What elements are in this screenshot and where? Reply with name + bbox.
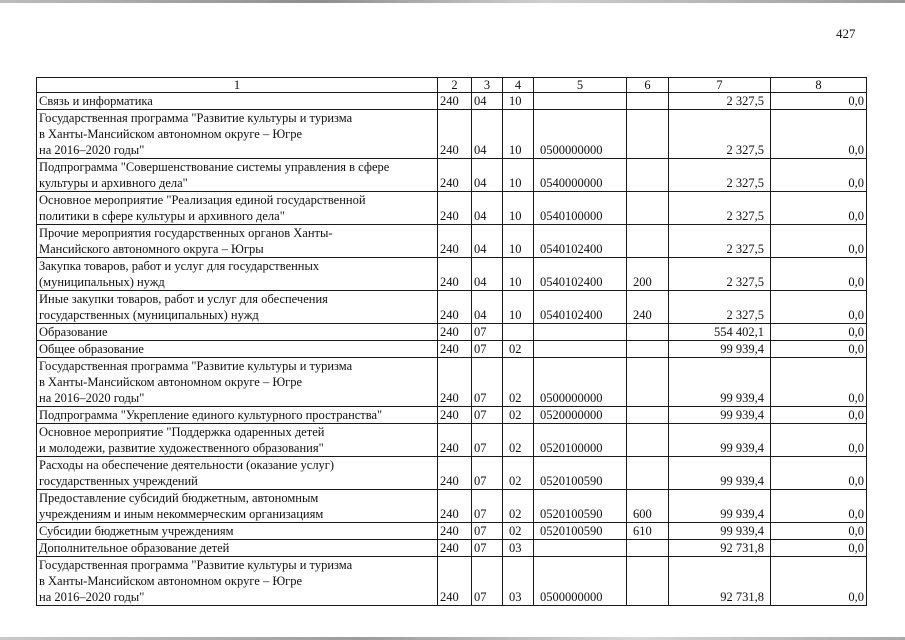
cell-col-1 [37, 93, 438, 110]
column-header-3: 3 [472, 78, 503, 93]
row-name-line: Связь и информатика [39, 94, 153, 108]
row-name-line: Общее образование [39, 342, 144, 356]
cell-col-7: 2 327,5 [669, 93, 771, 110]
row-name-line: на 2016–2020 годы" [39, 143, 145, 157]
column-header-5: 5 [534, 78, 627, 93]
cell-col-1 [37, 159, 438, 192]
row-name-line: политики в сфере культуры и архивного дела" [39, 209, 285, 223]
cell-col-8: 0,0 [771, 225, 867, 258]
cell-col-6 [627, 457, 669, 490]
table-row [37, 424, 867, 457]
cell-col-7: 92 731,8 [669, 540, 771, 557]
cell-col-1 [37, 341, 438, 358]
cell-col-6: 200 [627, 258, 669, 291]
cell-col-3: 04 [472, 291, 503, 324]
row-name-line: на 2016–2020 годы" [39, 590, 145, 604]
cell-col-4: 02 [503, 457, 534, 490]
cell-col-8: 0,0 [771, 192, 867, 225]
cell-col-7: 554 402,1 [669, 324, 771, 341]
row-name-line: Субсидии бюджетным учреждениям [39, 524, 234, 538]
page-number: 427 [836, 26, 856, 41]
cell-col-2: 240 [438, 358, 472, 407]
cell-col-6 [627, 93, 669, 110]
cell-col-3: 07 [472, 540, 503, 557]
cell-col-6: 610 [627, 523, 669, 540]
cell-col-1 [37, 258, 438, 291]
cell-col-8: 0,0 [771, 93, 867, 110]
cell-col-5: 0540102400 [534, 258, 627, 291]
cell-col-5: 0540000000 [534, 159, 627, 192]
row-name-line: в Ханты-Мансийском автономном округе – Югре [39, 574, 303, 588]
cell-col-4: 10 [503, 93, 534, 110]
cell-col-1 [37, 540, 438, 557]
row-name-line: (муниципальных) нужд [39, 275, 165, 289]
cell-col-2: 240 [438, 192, 472, 225]
row-name-line: учреждениям и иным некоммерческим организациям [39, 507, 324, 521]
cell-col-4: 10 [503, 291, 534, 324]
cell-col-3: 04 [472, 159, 503, 192]
table-body [37, 93, 867, 606]
row-name-line: Закупка товаров, работ и услуг для государственных [39, 259, 320, 273]
cell-col-7: 99 939,4 [669, 490, 771, 523]
cell-col-8: 0,0 [771, 258, 867, 291]
cell-col-3: 07 [472, 341, 503, 358]
cell-col-6 [627, 424, 669, 457]
cell-col-8: 0,0 [771, 457, 867, 490]
cell-col-4: 10 [503, 110, 534, 159]
cell-col-2: 240 [438, 291, 472, 324]
cell-col-6 [627, 341, 669, 358]
column-header-7: 7 [669, 78, 771, 93]
cell-col-4: 10 [503, 159, 534, 192]
row-name-line: Государственная программа "Развитие культуры и туризма [39, 558, 353, 572]
cell-col-8: 0,0 [771, 159, 867, 192]
cell-col-1 [37, 358, 438, 407]
row-name-line: Расходы на обеспечение деятельности (оказание услуг) [39, 458, 335, 472]
column-header-row [37, 78, 867, 93]
cell-col-1 [37, 457, 438, 490]
cell-col-1 [37, 192, 438, 225]
cell-col-4: 03 [503, 557, 534, 606]
cell-col-2: 240 [438, 457, 472, 490]
cell-col-3: 07 [472, 457, 503, 490]
cell-col-7: 2 327,5 [669, 258, 771, 291]
cell-col-2: 240 [438, 407, 472, 424]
cell-col-1 [37, 291, 438, 324]
table-row [37, 407, 867, 424]
table-row [37, 540, 867, 557]
cell-col-5 [534, 540, 627, 557]
cell-col-1 [37, 523, 438, 540]
cell-col-4: 03 [503, 540, 534, 557]
cell-col-8: 0,0 [771, 424, 867, 457]
cell-col-7: 99 939,4 [669, 523, 771, 540]
cell-col-7: 2 327,5 [669, 225, 771, 258]
cell-col-4: 02 [503, 490, 534, 523]
cell-col-7: 2 327,5 [669, 192, 771, 225]
cell-col-2: 240 [438, 324, 472, 341]
cell-col-2: 240 [438, 341, 472, 358]
cell-col-8: 0,0 [771, 490, 867, 523]
cell-col-6 [627, 225, 669, 258]
cell-col-6 [627, 192, 669, 225]
cell-col-7: 99 939,4 [669, 407, 771, 424]
cell-col-8: 0,0 [771, 358, 867, 407]
table-row [37, 457, 867, 490]
table-row [37, 523, 867, 540]
cell-col-8: 0,0 [771, 341, 867, 358]
cell-col-2: 240 [438, 490, 472, 523]
cell-col-4: 10 [503, 258, 534, 291]
cell-col-5: 0500000000 [534, 358, 627, 407]
cell-col-8: 0,0 [771, 291, 867, 324]
cell-col-4: 02 [503, 424, 534, 457]
cell-col-5: 0520100590 [534, 457, 627, 490]
row-name-line: Подпрограмма "Укрепление единого культурного пространства" [39, 408, 383, 422]
cell-col-3: 04 [472, 192, 503, 225]
row-name-line: в Ханты-Мансийском автономном округе – Югре [39, 127, 303, 141]
cell-col-2: 240 [438, 424, 472, 457]
row-name-line: Предоставление субсидий бюджетным, автономным [39, 491, 319, 505]
cell-col-2: 240 [438, 523, 472, 540]
cell-col-8: 0,0 [771, 540, 867, 557]
column-header-4: 4 [503, 78, 534, 93]
row-name-line: Образование [39, 325, 108, 339]
cell-col-4 [503, 324, 534, 341]
row-name-line: Государственная программа "Развитие культуры и туризма [39, 111, 353, 125]
cell-col-5 [534, 324, 627, 341]
cell-col-3: 07 [472, 407, 503, 424]
column-header-6: 6 [627, 78, 669, 93]
cell-col-7: 99 939,4 [669, 457, 771, 490]
cell-col-6 [627, 324, 669, 341]
cell-col-3: 07 [472, 358, 503, 407]
row-name-line: государственных (муниципальных) нужд [39, 308, 259, 322]
cell-col-3: 07 [472, 557, 503, 606]
table-row [37, 159, 867, 192]
cell-col-5: 0540100000 [534, 192, 627, 225]
cell-col-6: 600 [627, 490, 669, 523]
cell-col-5: 0540102400 [534, 225, 627, 258]
cell-col-8: 0,0 [771, 407, 867, 424]
row-name-line: государственных учреждений [39, 474, 198, 488]
cell-col-2: 240 [438, 110, 472, 159]
cell-col-3: 04 [472, 93, 503, 110]
cell-col-5: 0520000000 [534, 407, 627, 424]
cell-col-4: 02 [503, 358, 534, 407]
row-name-line: Основное мероприятие "Поддержка одаренных детей [39, 425, 325, 439]
row-name-line: и молодежи, развитие художественного образования" [39, 441, 324, 455]
cell-col-7: 99 939,4 [669, 358, 771, 407]
cell-col-3: 07 [472, 490, 503, 523]
cell-col-5: 0520100590 [534, 490, 627, 523]
cell-col-1 [37, 110, 438, 159]
table-row [37, 324, 867, 341]
row-name-line: в Ханты-Мансийском автономном округе – Югре [39, 375, 303, 389]
cell-col-7: 2 327,5 [669, 110, 771, 159]
cell-col-2: 240 [438, 540, 472, 557]
cell-col-1 [37, 324, 438, 341]
row-name-line: Подпрограмма "Совершенствование системы управления в сфере [39, 160, 390, 174]
scan-top-border [0, 0, 905, 3]
cell-col-7: 92 731,8 [669, 557, 771, 606]
column-header-1: 1 [37, 78, 438, 93]
table-row [37, 557, 867, 606]
cell-col-4: 10 [503, 225, 534, 258]
cell-col-4: 02 [503, 523, 534, 540]
row-name-line: Прочие мероприятия государственных органов Ханты- [39, 226, 333, 240]
cell-col-8: 0,0 [771, 110, 867, 159]
cell-col-6: 240 [627, 291, 669, 324]
cell-col-6 [627, 159, 669, 192]
cell-col-1 [37, 225, 438, 258]
table-row [37, 490, 867, 523]
cell-col-7: 99 939,4 [669, 424, 771, 457]
table-row [37, 225, 867, 258]
cell-col-3: 07 [472, 324, 503, 341]
row-name-line: Дополнительное образование детей [39, 541, 230, 555]
cell-col-1 [37, 490, 438, 523]
row-name-line: Иные закупки товаров, работ и услуг для обеспечения [39, 292, 328, 306]
table-row [37, 258, 867, 291]
table-row [37, 93, 867, 110]
cell-col-6 [627, 407, 669, 424]
cell-col-3: 04 [472, 258, 503, 291]
cell-col-8: 0,0 [771, 324, 867, 341]
table-row [37, 192, 867, 225]
cell-col-5: 0520100590 [534, 523, 627, 540]
cell-col-1 [37, 424, 438, 457]
cell-col-2: 240 [438, 93, 472, 110]
cell-col-7: 2 327,5 [669, 291, 771, 324]
column-header-8: 8 [771, 78, 867, 93]
cell-col-5: 0520100000 [534, 424, 627, 457]
cell-col-6 [627, 557, 669, 606]
table-row [37, 341, 867, 358]
row-name-line: на 2016–2020 годы" [39, 391, 145, 405]
cell-col-5: 0540102400 [534, 291, 627, 324]
cell-col-2: 240 [438, 258, 472, 291]
cell-col-3: 07 [472, 424, 503, 457]
cell-col-6 [627, 540, 669, 557]
cell-col-4: 02 [503, 341, 534, 358]
cell-col-5 [534, 341, 627, 358]
cell-col-5: 0500000000 [534, 110, 627, 159]
cell-col-3: 04 [472, 110, 503, 159]
cell-col-8: 0,0 [771, 557, 867, 606]
cell-col-2: 240 [438, 225, 472, 258]
table-row [37, 291, 867, 324]
cell-col-8: 0,0 [771, 523, 867, 540]
cell-col-2: 240 [438, 557, 472, 606]
cell-col-2: 240 [438, 159, 472, 192]
budget-table [36, 77, 867, 606]
cell-col-3: 04 [472, 225, 503, 258]
cell-col-5: 0500000000 [534, 557, 627, 606]
row-name-line: Государственная программа "Развитие культуры и туризма [39, 359, 353, 373]
row-name-line: культуры и архивного дела" [39, 176, 188, 190]
table-row [37, 358, 867, 407]
cell-col-4: 10 [503, 192, 534, 225]
cell-col-5 [534, 93, 627, 110]
cell-col-1 [37, 557, 438, 606]
cell-col-3: 07 [472, 523, 503, 540]
table-row [37, 110, 867, 159]
cell-col-4: 02 [503, 407, 534, 424]
cell-col-6 [627, 358, 669, 407]
column-header-2: 2 [438, 78, 472, 93]
cell-col-6 [627, 110, 669, 159]
cell-col-7: 2 327,5 [669, 159, 771, 192]
cell-col-7: 99 939,4 [669, 341, 771, 358]
row-name-line: Основное мероприятие "Реализация единой государственной [39, 193, 366, 207]
cell-col-1 [37, 407, 438, 424]
row-name-line: Мансийского автономного округа – Югры [39, 242, 264, 256]
